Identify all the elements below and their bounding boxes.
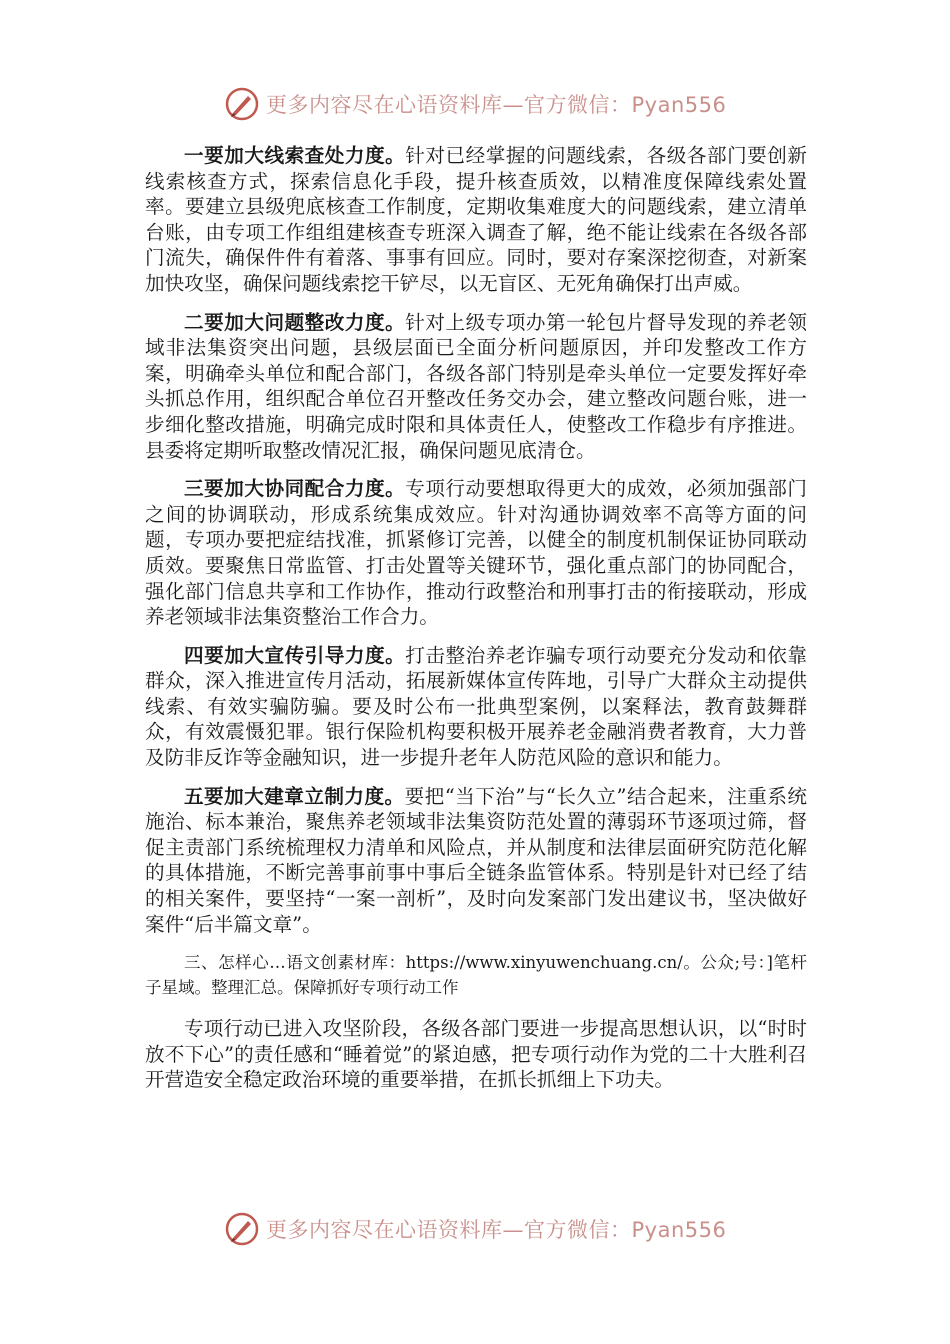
paragraph-body: 打击整治养老诈骗专项行动要充分发动和依靠群众，深入推进宣传月活动，拓展新媒体宣传阵地，引导广大群众主动提供线索、有效实骗防骗。要及时公布一批典型案例，以案释法，教育鼓舞群众，有效震慑犯罪。银行保险机构要积极开展养老金融消费者教育，大力普及防非反诈等金融知识，进一步提升老年人防范风险的意识和能力。 (145, 643, 808, 770)
paragraph-lead: 二要加大问题整改力度。 (184, 310, 406, 334)
paragraph-4 (145, 643, 807, 771)
closing-paragraph: 专项行动已进入攻坚阶段，各级各部门要进一步提高思想认识，以“时时放不下心”的责任感和“睡着觉”的紧迫感，把专项行动作为党的二十大胜利召开营造安全稳定政治环境的重要举措，在抓长抓细上下功夫。 (145, 1017, 807, 1092)
paragraph-3 (145, 476, 807, 630)
paragraph-body: 专项行动要想取得更大的成效，必须加强部门之间的协调联动，形成系统集成效应。针对沟通协调效率不高等方面的问题，专项办要把症结找准，抓紧修订完善，以健全的制度机制保证协同联动质效。要聚焦日常监管、打击处置等关键环节，强化重点部门的协同配合，强化部门信息共享和工作协作，推动行政整治和刑事打击的衔接联动，形成养老领域非法集资整治工作合力。 (145, 477, 808, 629)
paragraph-1 (145, 143, 807, 297)
section-heading: 三、怎样心…语文创素材库：https://www.xinyuwenchuang.cn/。公众;号：]笔杆子星域。整理汇总。保障抓好专项行动工作 (145, 953, 807, 998)
paragraph-lead: 三要加大协同配合力度。 (184, 477, 406, 501)
footer-watermark-banner (224, 1209, 744, 1249)
document-body (145, 143, 807, 1106)
banner-text: 更多内容尽在心语资料库—官方微信：Pyan556 (266, 1218, 727, 1242)
paragraph-body: 针对已经掌握的问题线索，各级各部门要创新线索核查方式，探索信息化手段，提升核查质效，以精准度保障线索处置率。要建立县级兜底核查工作制度，定期收集难度大的问题线索，建立清单台账，由专项工作组组建核查专班深入调查了解，绝不能让线索在各级各部门流失，确保件件有着落、事事有回应。同时，要对存案深挖彻查，对新案加快攻坚，确保问题线索挖干铲尽，以无盲区、无死角确保打出声威。 (145, 144, 808, 295)
paragraph-lead: 五要加大建章立制力度。 (184, 784, 405, 808)
paragraph-body: 要把“当下治”与“长久立”结合起来，注重系统施治、标本兼治，聚焦养老领域非法集资防范处置的薄弱环节逐项过筛，督促主责部门系统梳理权力清单和风险点，并从制度和法律层面研究防范化解的具体措施，不断完善事前事中事后全链条监管体系。特别是针对已经了结的相关案件，要坚持“一案一剖析”，及时向发案部门发出建议书，坚决做好案件“后半篇文章”。 (145, 784, 807, 936)
banner-text: 更多内容尽在心语资料库—官方微信：Pyan556 (266, 93, 727, 117)
paragraph-lead: 一要加大线索查处力度。 (184, 144, 406, 167)
header-watermark-banner (224, 84, 744, 124)
pen-logo-icon (224, 1211, 260, 1247)
paragraph-5 (145, 784, 807, 938)
paragraph-body: 针对上级专项办第一轮包片督导发现的养老领域非法集资突出问题，县级层面已全面分析问题原因，并印发整改工作方案，明确牵头单位和配合部门，各级各部门特别是牵头单位一定要发挥好牵头抓总作用，组织配合单位召开整改任务交办会，建立整改问题台账，进一步细化整改措施，明确完成时限和具体责任人，使整改工作稳步有序推进。县委将定期听取整改情况汇报，确保问题见底清仓。 (145, 310, 808, 462)
paragraph-2 (145, 310, 807, 464)
pen-logo-icon (224, 86, 260, 122)
paragraph-lead: 四要加大宣传引导力度。 (184, 643, 406, 667)
